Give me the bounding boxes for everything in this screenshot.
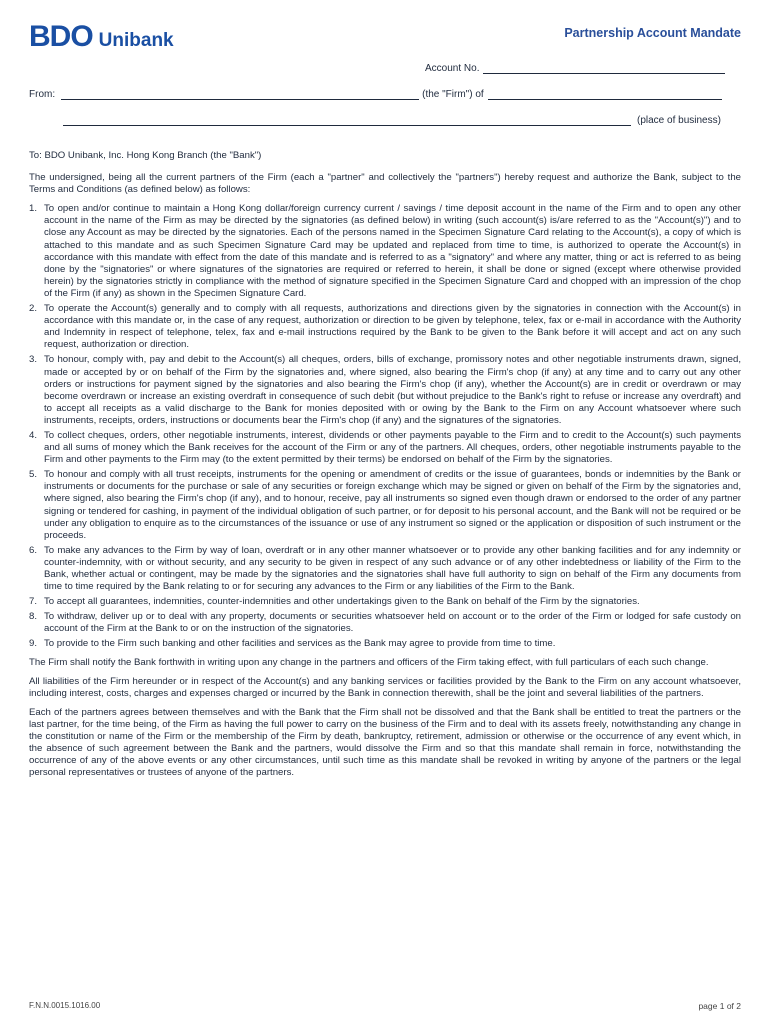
list-item — [29, 354, 741, 427]
list-item — [29, 430, 741, 466]
place-row — [63, 114, 721, 126]
item-number: 3. — [29, 354, 38, 366]
item-number: 9. — [29, 638, 38, 650]
item-text: To honour, comply with, pay and debit to the Account(s) all cheques, orders, bills of exchange, promissory notes and other negotiable instruments drawn, signed, made or accepted by or on behalf of the Firm by the signatories and, where signed, also bearing the Firm's chop (if any) at any time and to carry out any other orders or instructions for payment signed by the signatories and also bearing the Firm's chop (if any), whether the Account(s) are in credit or overdrawn or may become overdrawn or increase an existing overdraft in consequence of such debit (but without prejudice to the Bank's right to refuse or increase any overdraft) and to accept all receipts as a valid discharge to the Bank for monies deposited with or owing by the Bank to the Firm on any Account whatsoever where such instruments, receipts, orders, instructions or documents bear the Firm's chop (if any) and the signatures of the signatories. — [44, 354, 741, 426]
form-code: F.N.N.0015.1016.00 — [29, 1001, 101, 1010]
from-label: From: — [29, 89, 56, 100]
to-line: To: BDO Unibank, Inc. Hong Kong Branch (the "Bank") — [29, 150, 262, 161]
from-row — [29, 88, 722, 100]
item-text: To honour and comply with all trust receipts, instruments for the opening or amendment of credits or the issue of guarantees, bonds or indemnities by the Bank or instruments or documents for the purchase or sale of any securities or foreign exchange which may be signed or given on behalf of the Firm by the signatories and, where signed, also bearing the Firm's chop (if any), and to honour, receive, pay all instruments so signed even though drawn or endorsed to the order of any partner signing or tendered for cashing, in payment of the individual obligation of such partner, or for deposit to his personal account, and the Bank will not be required or be under any obligation to enquire as to the circumstances of the issuance or use of any instrument so signed or the application or disposition of such instrument or the proceeds. — [44, 469, 741, 541]
bdo-logo — [29, 22, 174, 56]
item-number: 8. — [29, 611, 38, 623]
item-text: To provide to the Firm such banking and other facilities and services as the Bank may agree to provide from time to time. — [44, 638, 556, 650]
mandate-items — [29, 203, 741, 650]
mandate-body — [29, 150, 741, 786]
item-number: 2. — [29, 303, 38, 315]
logo-unibank-text: Unibank — [98, 30, 174, 51]
logo-bdo-text: BDO — [29, 20, 93, 53]
item-number: 6. — [29, 544, 38, 556]
list-item — [29, 596, 741, 608]
list-item — [29, 611, 741, 635]
list-item — [29, 203, 741, 300]
list-item — [29, 469, 741, 542]
account-no-row — [425, 62, 725, 74]
item-text: To accept all guarantees, indemnities, counter-indemnities and other undertakings given to the Bank on behalf of the Firm by the signatories. — [44, 596, 640, 608]
firm-of-label: (the "Firm") of — [422, 89, 484, 100]
item-number: 5. — [29, 469, 38, 481]
place-of-business-field[interactable] — [63, 114, 631, 126]
item-text: To operate the Account(s) generally and to comply with all requests, authorizations and directions given by the signatories in connection with the Account(s) in accordance with this mandate or, in the case of any request, authorization or direction to be given by telephone, telex, fax or e-mail in accordance with the Authority and Indemnity in respect of telephone, telex, fax and e-mail instructions required by the Bank to be given to the Bank before it will accept and act on any such request, authorization or direction. — [44, 303, 741, 351]
firm-address-field[interactable] — [488, 88, 722, 100]
item-number: 4. — [29, 429, 38, 441]
item-number: 1. — [29, 203, 38, 215]
list-item — [29, 303, 741, 351]
account-no-label: Account No. — [425, 63, 480, 74]
list-item — [29, 638, 741, 650]
firm-name-field[interactable] — [61, 88, 419, 100]
page-number: page 1 of 2 — [698, 1001, 741, 1011]
form-title: Partnership Account Mandate — [564, 26, 741, 40]
item-text: To collect cheques, orders, other negotiable instruments, interest, dividends or other payments payable to the Firm and to credit to the Account(s) such payments and all sums of money which the Bank receives for the account of the Firm or any of the partners. All cheques, orders, other negotiable instruments payable to the Firm and other payments to the Firm may (to the extent permitted by their terms) be endorsed on behalf of the Firm by the signatories. — [44, 429, 741, 466]
list-item — [29, 545, 741, 593]
item-text: To withdraw, deliver up or to deal with any property, documents or securities whatsoever held on account or to the order of the Firm or lodged for safe custody on account of the Firm at the Bank to or on the instruction of the signatories. — [44, 611, 741, 635]
item-text: To open and/or continue to maintain a Hong Kong dollar/foreign currency current / savings / time deposit account in the name of the Firm and to open any other account in the name of the Firm as may be directed by the signatories (as defined below) in writing (such account(s) is/are referred to as the "Account(s)") and to close any Account as may be directed by the signatories. Each of the persons named in the Specimen Signature Card relating to the Account(s), a copy of which is attached to this mandate and as such Specimen Signature Card may be updated and replaced from time to time, is authorized to operate the Account(s) in accordance with this mandate with effect from the date of this mandate and is referred to as a "signatory" and where any matter, thing or act is referred to as being done by the "signatories" or where signatures of the signatories are required or referred to herein, it shall be done or signed (except where otherwise provided herein) by the signatories strictly in compliance with the method of signature specified in the Specimen Signature Card and chopped with an impression of the chop of the Firm (if any) as shown in the Specimen Signature Card. — [44, 203, 741, 299]
intro-paragraph: The undersigned, being all the current partners of the Firm (each a "partner" and collectively the "partners") hereby request and authorize the Bank, subject to the Terms and Conditions (as defined below) as follows: — [29, 172, 741, 196]
item-number: 7. — [29, 596, 38, 608]
notify-paragraph: The Firm shall notify the Bank forthwith in writing upon any change in the partners and officers of the Firm taking effect, with full particulars of each such change. — [29, 656, 709, 668]
place-label: (place of business) — [637, 115, 721, 126]
agreement-paragraph: Each of the partners agrees between themselves and with the Bank that the Firm shall not be dissolved and that the Bank shall be entitled to treat the partners or the last partner, for the time being, of the Firm as having the full power to carry on the business of the Firm and to deal with its assets freely, notwithstanding any change in the constitution or name of the Firm or the membership of the Firm by death, bankruptcy, retirement, admission or otherwise or the occurrence of any event which, in the absence of such agreement between the Bank and the partners, would dissolve the Firm and so that this mandate shall remain in force, notwithstanding the occurrence of any of the above events or any other circumstances, until such time as this mandate shall be revoked in writing by anyone of the partners or the legal personal representatives or trustees of anyone of the partners. — [29, 706, 741, 779]
liabilities-paragraph: All liabilities of the Firm hereunder or in respect of the Account(s) and any banking services or facilities provided by the Bank to the Firm on any account whatsoever, including interest, costs, charges and expenses charged or incurred by the Bank in connection therewith, shall be the joint and several liabilities of the partners. — [29, 675, 741, 699]
item-text: To make any advances to the Firm by way of loan, overdraft or in any other manner whatsoever or to provide any other banking facilities and for any indemnity or counter-indemnity, with or without security, and any security to be given in respect of any such advance or of any other indebtedness or liability of the Firm to the Bank, whether actual or contingent, may be made by the signatories and the signatories shall have full authority to sign on behalf of the Firm any documents from time to time required by the Bank relating to or for securing any advances to the Firm or any liabilities of the Firm to the Bank. — [44, 544, 741, 593]
account-no-field[interactable] — [483, 62, 725, 74]
